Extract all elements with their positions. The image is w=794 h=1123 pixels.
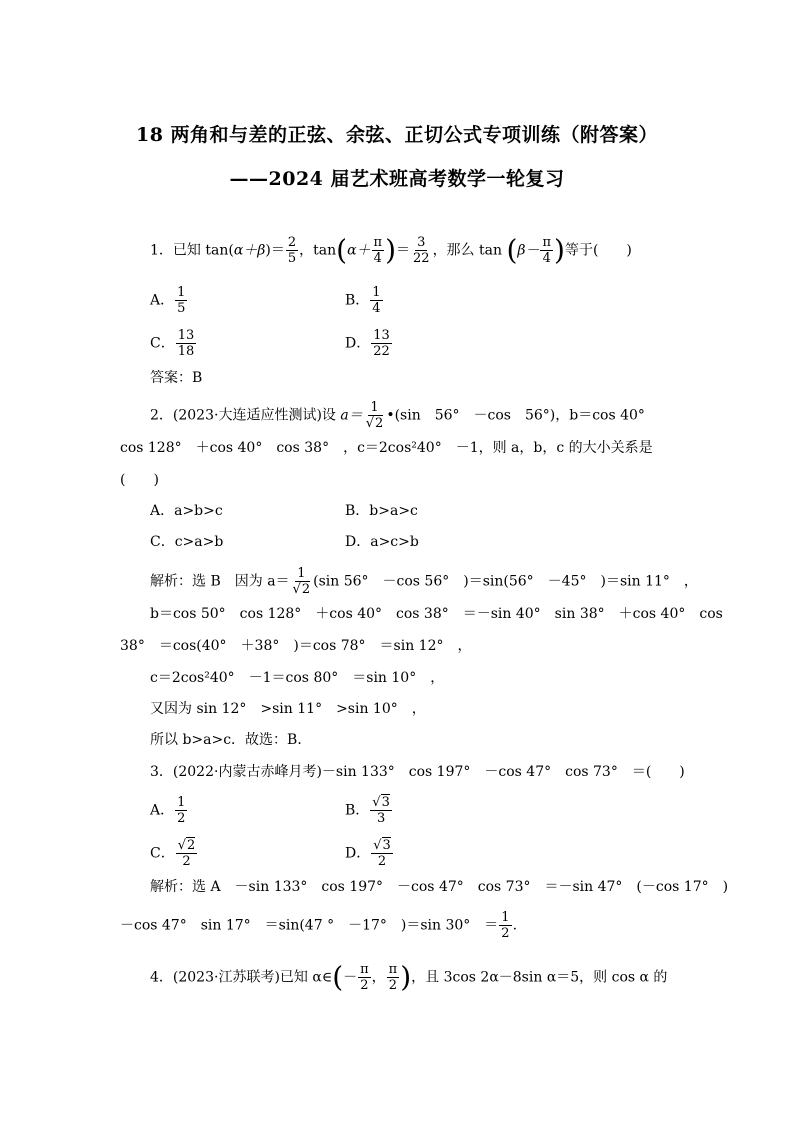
q1-option-a: A． $\frac{1}{5}$ xyxy=(150,285,186,316)
q2-solution-3: 38° ＝cos(40° ＋38° )＝cos 78° ＝sin 12° ， xyxy=(120,638,472,654)
page-title: 18 两角和与差的正弦、余弦、正切公式专项训练（附答案） xyxy=(135,124,659,146)
fraction: $\frac{\pi}{4}$ xyxy=(373,235,383,266)
q2-option-c: C．c>a>b xyxy=(150,534,224,550)
q2-option-b: B．b>a>c xyxy=(345,503,418,519)
question-2-line2: cos 128° ＋cos 40° cos 38° ，c＝2cos²40° －1，则 a，b，c 的大小关系是 xyxy=(120,440,653,456)
question-2-stem: 2．(2023·大连适应性测试)设 a＝ $\frac{1}{√2}$ •(sin 56° －cos 56°)，b＝cos 40° xyxy=(150,400,645,431)
q2-solution-1: 解析：选 B 因为 a＝ $\frac{1}{√2}$ (sin 56° －cos 56° )＝sin(56° －45° )＝sin 11° ， xyxy=(150,566,698,597)
q2-solution-5: 又因为 sin 12° >sin 11° >sin 10° ， xyxy=(150,701,426,717)
q2-solution-4: c＝2cos²40° －1＝cos 80° ＝sin 10° ， xyxy=(150,670,445,686)
q2-solution-2: b＝cos 50° cos 128° ＋cos 40° cos 38° ＝－sin 40° sin 38° ＋cos 40° cos xyxy=(150,606,723,622)
q2-option-a: A．a>b>c xyxy=(150,503,223,519)
q1-option-b: B． $\frac{1}{4}$ xyxy=(345,285,381,316)
q1-option-c: C． $\frac{13}{18}$ xyxy=(150,328,195,359)
q3-option-a: A． $\frac{1}{2}$ xyxy=(150,795,186,826)
fraction: $\frac{\pi}{4}$ xyxy=(542,235,552,266)
q3-option-b: B． $\frac{√3}{3}$ xyxy=(345,795,390,826)
q1-option-d: D． $\frac{13}{22}$ xyxy=(345,328,390,359)
q3-option-c: C． $\frac{√2}{2}$ xyxy=(150,838,196,869)
question-3-stem: 3．(2022·内蒙古赤峰月考)－sin 133° cos 197° －cos 47° cos 73° ＝( ) xyxy=(150,764,685,780)
q3-option-d: D． $\frac{√3}{2}$ xyxy=(345,838,391,869)
question-4-stem: 4．(2023·江苏联考)已知 α∈(－ $\frac{\pi}{2}$ ， $\frac{\pi}{2}$ )，且 3cos 2α－8sin α＝5，则 cos α 的 xyxy=(150,960,668,994)
q2-option-d: D．a>c>b xyxy=(345,534,419,550)
question-1-stem: 1．已知 tan(α＋β)＝ $\frac{2}{5}$ ，tan(α＋ $\frac{\pi}{4}$ )＝ $\frac{3}{22}$ ，那么 tan (β－ $\frac{\pi}{4}$ )等于( ) xyxy=(150,233,632,267)
q2-solution-6: 所以 b>a>c．故选：B． xyxy=(150,732,312,748)
q1-answer: 答案：B xyxy=(150,370,203,386)
q3-solution-1: 解析：选 A －sin 133° cos 197° －cos 47° cos 73° ＝－sin 47° (－cos 17° ) xyxy=(150,879,729,895)
fraction: $\frac{3}{22}$ xyxy=(413,235,430,266)
q3-solution-2: －cos 47° sin 17° ＝sin(47 ° －17° )＝sin 30° ＝ $\frac{1}{2}$ . xyxy=(120,910,518,941)
page-subtitle: ——2024 届艺术班高考数学一轮复习 xyxy=(229,168,565,190)
fraction: $\frac{2}{5}$ xyxy=(287,235,297,266)
question-2-line3: ( ) xyxy=(120,472,159,488)
